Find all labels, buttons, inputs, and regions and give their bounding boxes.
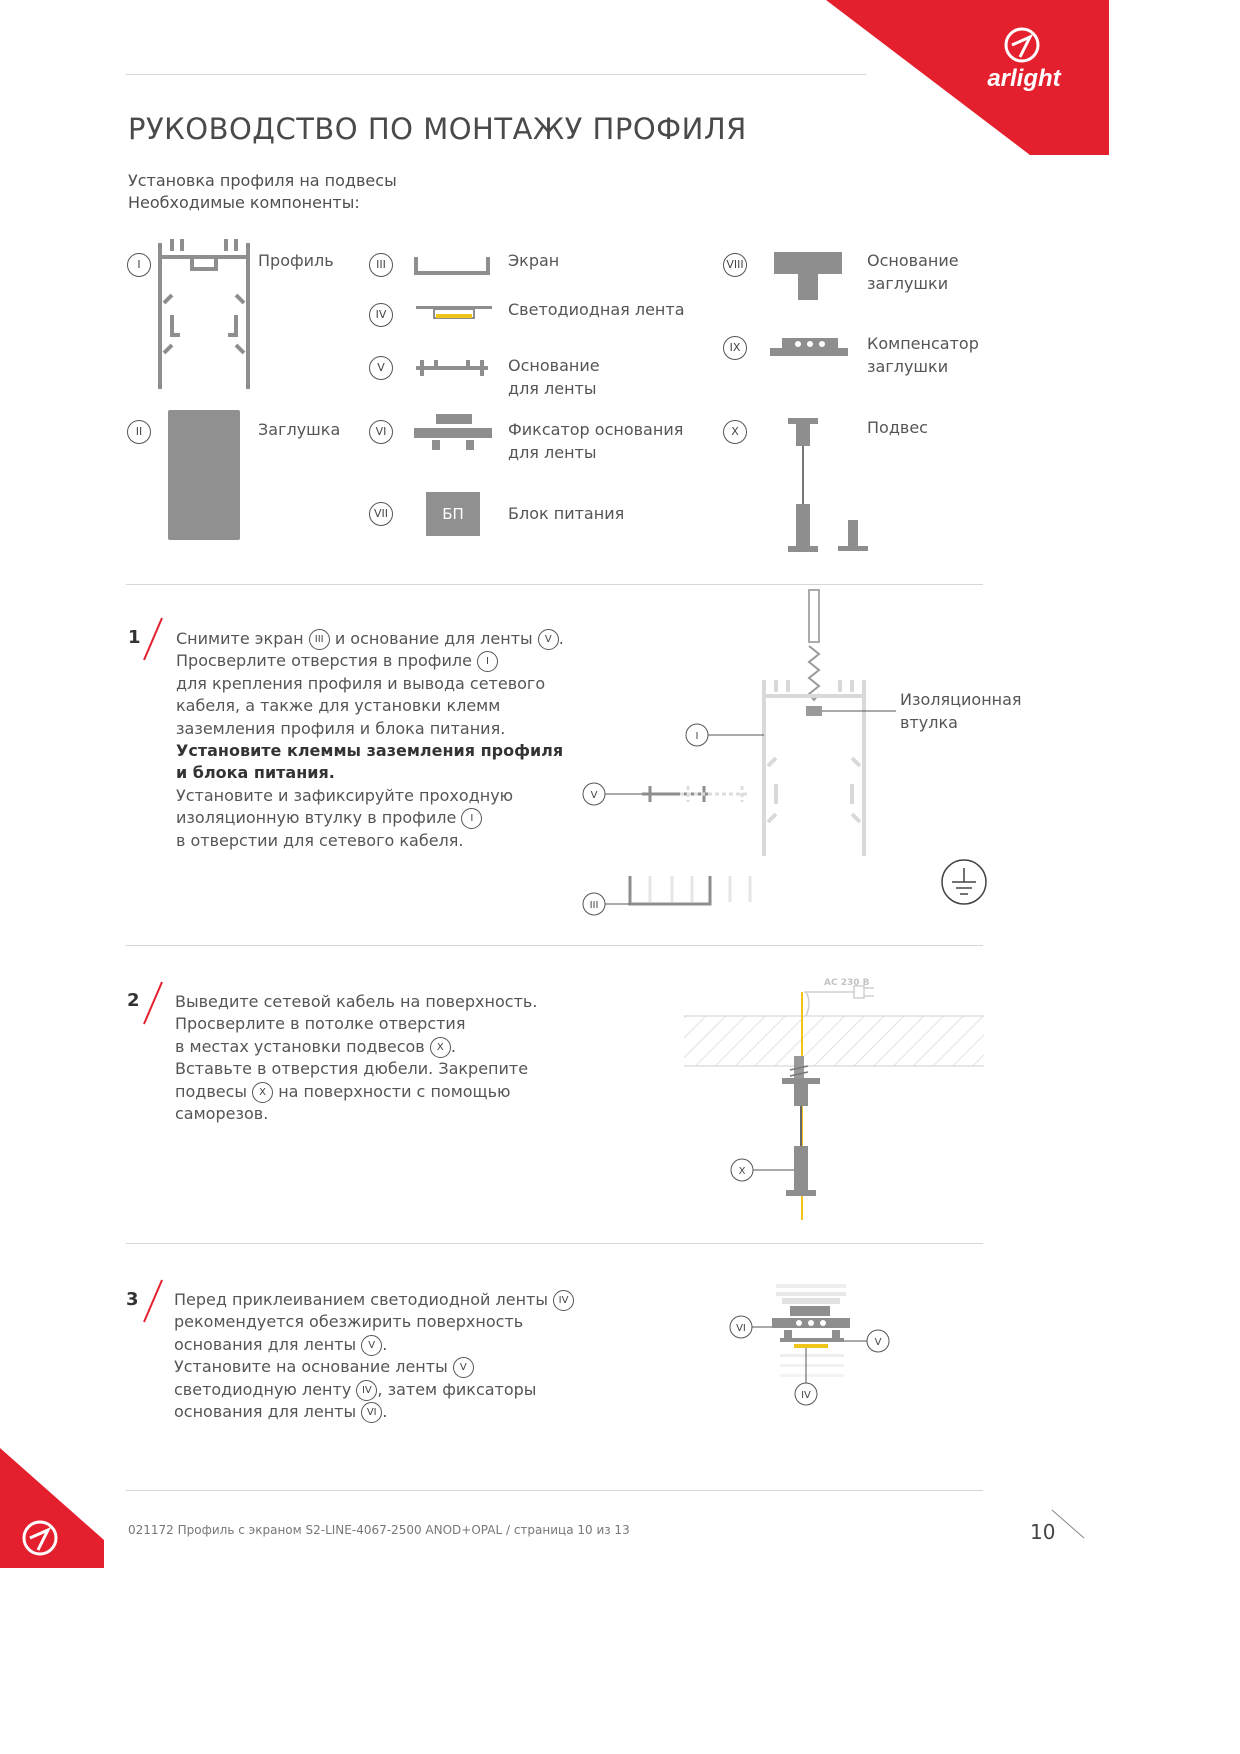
step-1-line-5: заземления профиля и блока питания. bbox=[176, 718, 506, 738]
fig2-voltage-label: AC 230 В bbox=[824, 978, 870, 988]
suspension-icon bbox=[786, 416, 874, 556]
cap-compensator-icon bbox=[768, 334, 850, 360]
cap-compensator-label-line-1: Компенсатор bbox=[867, 334, 979, 353]
step-1-figure bbox=[580, 588, 1020, 918]
ref-x: X bbox=[430, 1037, 451, 1058]
fig1-callout-sleeve bbox=[900, 688, 1022, 734]
component-label-led-strip: Светодиодная лента bbox=[508, 300, 685, 319]
brand-logo-text: arlight bbox=[987, 65, 1061, 92]
divider-step-1 bbox=[126, 945, 983, 946]
base-fixator-icon bbox=[414, 412, 494, 452]
top-divider bbox=[126, 74, 866, 75]
component-marker-viii: VIII bbox=[723, 253, 747, 277]
step-3-line-2: рекомендуется обезжирить поверхность bbox=[174, 1312, 524, 1332]
cap-compensator-label-line-2: заглушки bbox=[867, 357, 949, 376]
cap-base-label-line-1: Основание bbox=[867, 251, 959, 270]
step-3-line-1: Перед приклеиванием светодиодной ленты bbox=[174, 1290, 548, 1309]
fig3-marker-v: V bbox=[874, 1337, 882, 1348]
ref-iv: IV bbox=[553, 1290, 574, 1311]
component-marker-i: I bbox=[127, 253, 151, 277]
ref-v-2: V bbox=[361, 1335, 382, 1356]
page-title: РУКОВОДСТВО ПО МОНТАЖУ ПРОФИЛЯ bbox=[128, 112, 747, 146]
step-1-number: 1 bbox=[128, 627, 141, 648]
led-strip-icon bbox=[416, 302, 492, 322]
profile-icon bbox=[152, 235, 256, 391]
step-1-line-1b: и основание для ленты bbox=[334, 629, 533, 648]
step-2-line-5b: на поверхности с помощью bbox=[278, 1081, 511, 1101]
step-1-line-1a: Снимите экран bbox=[176, 629, 304, 648]
subtitle-line-1: Установка профиля на подвесы bbox=[128, 171, 397, 190]
step-2-line-1: Выведите сетевой кабель на поверхность. bbox=[175, 992, 538, 1011]
strip-base-icon bbox=[412, 352, 492, 380]
step-2-line-5a: подвесы bbox=[175, 1081, 248, 1101]
ref-i: I bbox=[477, 651, 498, 672]
base-fixator-label-line-2: для ленты bbox=[508, 443, 597, 462]
component-marker-iii: III bbox=[369, 253, 393, 277]
strip-base-label-line-1: Основание bbox=[508, 356, 600, 375]
step-1-line-9: изоляционную втулку в профиле bbox=[176, 808, 457, 828]
step-1-line-4: кабеля, а также для установки клемм bbox=[176, 696, 501, 716]
step-3-line-4: Установите на основание ленты bbox=[174, 1357, 448, 1377]
fig1-marker-i: I bbox=[695, 731, 699, 742]
component-label-base-fixator bbox=[508, 418, 683, 464]
component-marker-ix: IX bbox=[723, 336, 747, 360]
component-label-strip-base bbox=[508, 354, 600, 400]
step-2-line-2: Просверлите в потолке отверстия bbox=[175, 1014, 466, 1034]
component-label-cap-base bbox=[867, 249, 959, 295]
component-marker-vii: VII bbox=[369, 502, 393, 526]
component-marker-x: X bbox=[723, 420, 747, 444]
page-number-slash bbox=[1050, 1508, 1090, 1542]
divider-footer bbox=[126, 1490, 983, 1491]
base-fixator-label-line-1: Фиксатор основания bbox=[508, 420, 684, 439]
fig3-marker-iv: IV bbox=[801, 1390, 811, 1401]
step-1-line-2: Просверлите отверстия в профиле bbox=[176, 651, 472, 671]
step-1-line-1c: . bbox=[558, 629, 564, 648]
component-label-screen: Экран bbox=[508, 251, 560, 270]
fig1-callout-line-1: Изоляционная bbox=[900, 690, 1022, 709]
component-label-power-supply: Блок питания bbox=[508, 504, 625, 523]
step-1-line-8: Установите и зафиксируйте проходную bbox=[176, 785, 514, 805]
component-marker-iv: IV bbox=[369, 303, 393, 327]
fig1-marker-v: V bbox=[590, 790, 598, 801]
step-3-line-6: основания для ленты bbox=[174, 1402, 357, 1422]
subtitle bbox=[128, 170, 397, 214]
step-1-slash bbox=[140, 616, 166, 662]
fig3-marker-vi: VI bbox=[736, 1323, 746, 1334]
component-marker-vi: VI bbox=[369, 420, 393, 444]
component-marker-v: V bbox=[369, 356, 393, 380]
subtitle-line-2: Необходимые компоненты: bbox=[128, 193, 360, 212]
step-1-bold-1: Установите клеммы заземления профиля bbox=[176, 741, 564, 761]
step-3-text bbox=[174, 1289, 594, 1423]
step-1-line-10: в отверстии для сетевого кабеля. bbox=[176, 830, 464, 850]
fig1-marker-iii: III bbox=[589, 900, 599, 911]
ref-iii: III bbox=[309, 629, 330, 650]
ref-x-2: X bbox=[252, 1082, 273, 1103]
step-2-line-4: Вставьте в отверстия дюбели. Закрепите bbox=[175, 1059, 529, 1079]
brand-corner-bottom bbox=[0, 1440, 110, 1568]
footer-text: 021172 Профиль с экраном S2-LINE-4067-2500 ANOD+OPAL / страница 10 из 13 bbox=[128, 1523, 630, 1537]
step-2-figure bbox=[684, 958, 984, 1224]
step-2-text bbox=[175, 991, 575, 1125]
step-2-slash bbox=[140, 980, 166, 1026]
divider-step-2 bbox=[126, 1243, 983, 1244]
divider-components bbox=[126, 584, 983, 585]
ref-i-2: I bbox=[461, 808, 482, 829]
step-3-line-6-end: . bbox=[382, 1402, 388, 1422]
component-label-end-cap: Заглушка bbox=[258, 420, 341, 439]
end-cap-icon bbox=[168, 410, 240, 540]
ref-iv-2: IV bbox=[356, 1380, 377, 1401]
step-1-line-3: для крепления профиля и вывода сетевого bbox=[176, 673, 546, 693]
step-2-number: 2 bbox=[127, 990, 140, 1011]
component-label-suspension: Подвес bbox=[867, 418, 928, 437]
step-1-text bbox=[176, 628, 576, 852]
ref-v-3: V bbox=[453, 1357, 474, 1378]
screen-icon bbox=[412, 253, 492, 277]
step-3-slash bbox=[140, 1278, 166, 1324]
ref-vi: VI bbox=[361, 1402, 382, 1423]
strip-base-label-line-2: для ленты bbox=[508, 379, 597, 398]
step-1-bold-2: и блока питания. bbox=[176, 763, 335, 783]
component-label-profile: Профиль bbox=[258, 251, 334, 270]
step-2-line-3: в местах установки подвесов bbox=[175, 1036, 425, 1056]
step-3-line-5a: светодиодную ленту bbox=[174, 1379, 352, 1399]
fig1-callout-line-2: втулка bbox=[900, 713, 958, 732]
power-supply-icon: БП bbox=[426, 492, 480, 536]
cap-base-icon bbox=[772, 248, 844, 304]
step-3-figure bbox=[724, 1280, 894, 1410]
page-number: 10 bbox=[1030, 1520, 1056, 1544]
component-label-cap-compensator bbox=[867, 332, 979, 378]
fig2-marker-x: X bbox=[738, 1166, 746, 1177]
step-3-line-5b: , затем фиксаторы bbox=[377, 1379, 537, 1399]
component-marker-ii: II bbox=[127, 420, 151, 444]
step-2-line-6: саморезов. bbox=[175, 1104, 269, 1124]
step-2-line-3-end: . bbox=[450, 1036, 456, 1056]
cap-base-label-line-2: заглушки bbox=[867, 274, 949, 293]
step-3-number: 3 bbox=[126, 1289, 139, 1310]
step-3-line-3-end: . bbox=[382, 1334, 388, 1354]
ref-v: V bbox=[538, 629, 559, 650]
step-3-line-3: основания для ленты bbox=[174, 1334, 357, 1354]
